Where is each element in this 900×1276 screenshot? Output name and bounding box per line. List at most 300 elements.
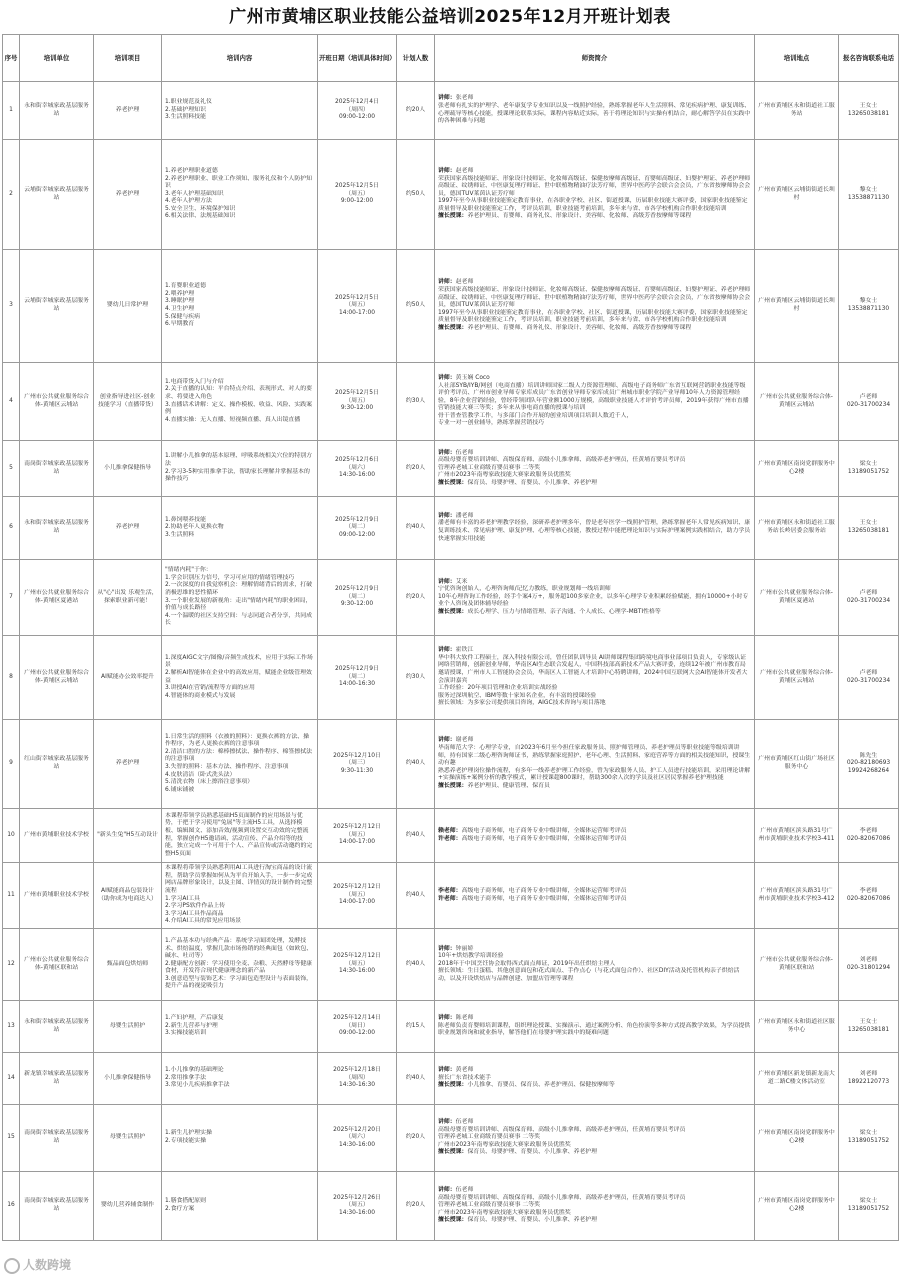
contact-line: 13189051752 [847, 1206, 890, 1212]
teacher-line [438, 888, 751, 896]
planned-count: 约20人 [397, 1105, 435, 1172]
row-number: 11 [3, 863, 20, 929]
teacher-line [438, 480, 751, 488]
teacher-profile [435, 1172, 755, 1241]
content-line: 3.生活照料技能 [165, 114, 206, 121]
date-line: （周五） [345, 190, 369, 197]
contact-phone [839, 1172, 899, 1241]
start-date [318, 363, 397, 441]
content-line: 2.学习3-5种实用推拿手法，帮助家长理解并掌握基本的操作技巧 [165, 468, 310, 483]
training-unit: 广州市公共就业服务综合体-黄埔区云埔站 [20, 363, 94, 441]
content-line: 本课程将带领学员熟悉利用AI工具进行淘宝商品的设计流程，帮助学员掌握如何从为平台开始入手，一步一步完成网店品牌形象设计，以及主图、详情页的设计制作的完整流程 [165, 865, 313, 894]
teacher-line [438, 836, 751, 844]
content-line: 3.创意造型与装饰艺术：学习面包造型设计与表面装饰，提升产品的视觉吸引力 [165, 975, 312, 990]
content-line: 3.实操技能培训 [165, 1030, 206, 1037]
teacher-line-label: 讲师： [438, 1187, 456, 1194]
content-line: 1.膳食搭配原则 [165, 1198, 206, 1205]
teacher-line [438, 383, 751, 413]
start-date [318, 929, 397, 1001]
date-line: 14:00-17:00 [338, 309, 376, 316]
training-unit: 广州市黄埔职业技术学校 [20, 863, 94, 929]
start-date [318, 636, 397, 720]
teacher-line-text: 管理养老城工业商级育婴员赛事 二等奖 [438, 1134, 541, 1141]
start-date [318, 497, 397, 560]
row-number: 12 [3, 929, 20, 1001]
training-project: 甄品面包烘焙师 [94, 929, 162, 1001]
teacher-line-label: 擅长授课： [438, 1082, 468, 1089]
date-line: 14:00-17:00 [338, 899, 376, 906]
table-row [3, 863, 899, 929]
teacher-line-label: 擅长授课： [438, 782, 468, 789]
page-title: 广州市黄埔区职业技能公益培训2025年12月开班计划表 [229, 7, 671, 27]
date-line: 2025年12月9日 [335, 586, 379, 593]
training-unit: 南岗街幸城家政基层服务站 [20, 441, 94, 497]
date-line: （周四） [345, 1074, 369, 1081]
content-line: 2.清洁口腔的方法：棉棒擦拭法、操作程序、棉签擦拭法的注意事项 [165, 748, 312, 763]
training-unit: 永和街幸城家政基层服务站 [20, 82, 94, 140]
content-line: 6.早期教育 [165, 321, 195, 328]
content-line: 3.直播话术讲解：定义、操作模板、收益、风险、实践案例 [165, 401, 312, 416]
contact-line: 梁女士 [859, 1130, 878, 1137]
start-date [318, 720, 397, 809]
content-line: 1.育婴职业道德 [165, 283, 206, 290]
training-unit: 广州市黄埔职业技术学校 [20, 809, 94, 863]
teacher-line [438, 1067, 751, 1075]
header-date: 开班日期（培训具体时间） [318, 35, 397, 82]
content-line: 3.失智的照料：基本方法、操作程序、注意事项 [165, 764, 289, 770]
teacher-line-label: 讲师： [438, 1119, 456, 1126]
teacher-line [438, 745, 751, 768]
teacher-line-text: 霍铁江 [455, 647, 474, 654]
teacher-line-text: 广州市2023年南粤家政技能大赛家政服务员优胜奖 [438, 1209, 571, 1216]
teacher-line-text: 擅长领域：生日蛋糕、其他创意面包和花式面点、手作点心（与花式面包合作）、社区DIY活动及托管机构亲子烘焙活动，以及开设烘焙店与品牌创建、加盟店管理等课程 [438, 968, 740, 982]
date-line: （周五） [345, 891, 369, 898]
teacher-line [438, 457, 751, 465]
planned-count: 约40人 [397, 720, 435, 809]
date-line: 09:00-12:00 [338, 531, 376, 538]
teacher-line [438, 700, 751, 708]
teacher-line [438, 1149, 751, 1157]
teacher-line [438, 472, 751, 480]
date-line: 14:30-16:30 [338, 1082, 376, 1089]
training-place: 广州市黄埔区云埔街街道长圳村 [755, 250, 839, 363]
teacher-line-label: 擅长授课： [438, 1149, 468, 1156]
table-row [3, 363, 899, 441]
content-line: 1.鼻饲喂养技能 [165, 516, 206, 523]
content-line: 3.老年人护理基础知识 [165, 190, 224, 197]
content-line: 6.铺床铺被 [165, 786, 195, 793]
teacher-line-text: 张老师 [455, 95, 474, 102]
teacher-line [438, 1015, 751, 1023]
teacher-line [438, 594, 751, 609]
training-project: "新头生兔"H5互动设计 [94, 809, 162, 863]
start-date [318, 1105, 397, 1172]
teacher-line [438, 647, 751, 655]
table-row [3, 929, 899, 1001]
teacher-line-label: 讲师： [438, 945, 456, 952]
teacher-line-label: 讲师： [438, 578, 456, 585]
contact-phone [839, 250, 899, 363]
date-line: 2025年12月12日 [333, 884, 381, 891]
teacher-line-text: 保育员、母婴护理、育婴员、小儿推拿、养老护理 [467, 479, 598, 486]
table-row [3, 636, 899, 720]
contact-line: 王女士 [859, 520, 878, 527]
content-line: 2.新生儿营养与护理 [165, 1022, 218, 1029]
table-row [3, 1172, 899, 1241]
teacher-line-text: 高级母婴育婴培训讲师、高级保育师、高级小儿推拿师、高级养老护理员，任黄埔育婴员考评员 [438, 1126, 686, 1133]
header-content: 培训内容 [162, 35, 318, 82]
planned-count: 约20人 [397, 560, 435, 636]
teacher-line [438, 655, 751, 685]
teacher-line-label: 擅长授课： [438, 479, 468, 486]
teacher-line [438, 685, 751, 693]
teacher-profile [435, 560, 755, 636]
content-line: 2.常用推拿手法 [165, 1074, 206, 1081]
teacher-line-text: 成长心理学、压力与情绪管理、亲子沟通、个人成长、心理学-MBTI性格等 [467, 608, 661, 615]
teacher-line-text: 广州市2023年南粤家政技能大赛家政服务员优胜奖 [438, 472, 571, 479]
teacher-line-text: 管理养老城工业商级育婴员赛事 二等奖 [438, 1202, 541, 1209]
teacher-line-text: 潘老师有丰富的养老护理教学经验，深研养老护理多年，曾是老年医学一线照护管理，熟练掌握老年人常见疾病知识、康复训练技术、常见病护理、康复护理、心理等核心技能，教授过程中能把理论知识与实际护理案例实践相结合，助力学员快速掌握实用技能 [438, 520, 751, 542]
row-number: 9 [3, 720, 20, 809]
date-line: 9:00-12:00 [340, 198, 374, 205]
teacher-line-label: 讲师： [438, 647, 456, 654]
content-line: 3.生活照料 [165, 531, 195, 538]
training-content [162, 560, 318, 636]
teacher-line [438, 828, 751, 836]
teacher-line-text: 擅长广东省技术能手 [438, 1074, 492, 1081]
teacher-line-text: 高级母婴育婴培训讲师、高级保育师、高级小儿推拿师、高级养老护理员，任黄埔育婴员考评员 [438, 457, 686, 464]
teacher-line-text: 钟丽娇 [455, 945, 474, 952]
content-line: 3.睡眠护理 [165, 298, 195, 305]
teacher-line-text: 服务过深圳航空、IBM等数十家知名企业，有丰富的授课经验 [438, 692, 597, 699]
teacher-line-text: 伍老师 [455, 449, 474, 456]
training-project: 养老护理 [94, 140, 162, 250]
teacher-line-label: 讲师： [438, 1015, 456, 1022]
start-date [318, 560, 397, 636]
teacher-line-label: 讲师： [438, 374, 456, 381]
date-line: 2025年12月14日 [333, 1015, 381, 1022]
training-place: 广州市公共就业服务综合体-黄埔区云埔站 [755, 636, 839, 720]
teacher-line [438, 95, 751, 103]
date-line: 2025年12月5日 [335, 183, 379, 190]
date-line: （周六） [345, 464, 369, 471]
training-project: 创业指导进社区-创业技能学习（直播带货） [94, 363, 162, 441]
content-line: "情绪内耗"于你： [165, 567, 212, 574]
teacher-line-text: 谢老师 [455, 737, 474, 744]
start-date [318, 441, 397, 497]
row-number: 7 [3, 560, 20, 636]
contact-line: 梁女士 [859, 460, 878, 467]
teacher-line [438, 586, 751, 594]
teacher-profile [435, 82, 755, 140]
content-line: 2.解析AI智能体在企业中的高效应用，赋能企业级管理效益 [165, 669, 312, 684]
teacher-line-text: 张老师有扎实的护理学、老年康复学专业知识以及一线照护经验，熟练掌握老年人生活照料、常见疾病护理、康复训练、心理疏导等核心技能，授课理论联系实际，课程内容贴近实际，善于将理论知识与实操有机结合，耐心解答学员在实践中的各种困难与问题 [438, 102, 751, 125]
content-line: 4.介绍AI工具的常见应用场景 [165, 918, 242, 925]
header-contact: 报名咨询联系电话 [839, 35, 899, 82]
table-row [3, 1053, 899, 1105]
date-line: 2025年12月12日 [333, 953, 381, 960]
teacher-line [438, 520, 751, 543]
teacher-line-text: 养老护理员、健康管理、保育员 [467, 782, 550, 789]
teacher-line-text: 毕南师范大学：心理学专业，自2023年6月至今担任家政服务员、照护师管理员、养老护理员等职业技能等级培训讲师，持有国家二级心理咨询师证书，熟练掌握家庭照护、老年心理、生活照料、家庭营养等方面的相关技能知识，授课生动有趣 [438, 745, 751, 767]
training-content [162, 720, 318, 809]
training-place: 广州市黄埔区南岗党群服务中心2楼 [755, 441, 839, 497]
teacher-line-text: 1997年至今从事职业技能鉴定教育事业，在各职业学校、社区、街道授课，历届职业技能大赛评委，国家职业技能鉴定质量督导及职业技能鉴定工作，考评员培训，职业技能考前培训，多年来与省、市各学校机构合作职业技能培训 [438, 309, 748, 324]
teacher-line-label: 讲师： [438, 279, 456, 286]
teacher-line-text: 高级母婴育婴培训讲师、高级保育师、高级小儿推拿师、高级养老护理员，任黄埔育婴员考评员 [438, 1194, 686, 1201]
date-line: （周五） [345, 1202, 369, 1209]
teacher-line-text: 2018年于中国烹饪协会取得西式面点师证，2019年出任烘焙主理人 [438, 960, 616, 967]
training-content [162, 140, 318, 250]
training-project: 养老护理 [94, 720, 162, 809]
contact-line: 王女士 [859, 1018, 878, 1025]
content-line: 2.关于直播的认知：平台特点介绍、表现形式、对人的要求、将要进入角色 [165, 386, 312, 400]
teacher-line-label: 擅长授课： [438, 1217, 468, 1224]
teacher-profile [435, 250, 755, 363]
teacher-line-label: 赖老师： [438, 827, 462, 834]
content-line: 1.职业规范及礼仪 [165, 99, 212, 106]
contact-phone [839, 363, 899, 441]
teacher-profile [435, 636, 755, 720]
content-line: 3.一个职业发展的新视角：走出"情绪内耗"的职业困局，价值与成长路径 [165, 597, 312, 612]
planned-count: 约40人 [397, 863, 435, 929]
teacher-line-text: 陈老师负责育婴师培训课程，组织理论授课、实操演示、通过案例分析、角色扮演等多种方式提高教学效果，为学员提供职业规划咨询和就业指导，解答他们在母婴护理实践中的疑难问题 [438, 1022, 751, 1037]
row-number: 15 [3, 1105, 20, 1172]
date-line: 09:00-12:00 [338, 114, 376, 121]
content-line: 3.讲授AI在营销/流程等方面的应用 [165, 685, 255, 692]
table-row [3, 560, 899, 636]
contact-line: 18922120773 [847, 1078, 890, 1085]
contact-phone [839, 560, 899, 636]
training-unit: 南岗街幸城家政基层服务站 [20, 1105, 94, 1172]
training-unit: 新龙镇幸城家政基层服务站 [20, 1053, 94, 1105]
teacher-line-label: 擅长授课： [438, 213, 468, 220]
teacher-line [438, 198, 751, 213]
table-row [3, 441, 899, 497]
teacher-line [438, 579, 751, 587]
row-number: 5 [3, 441, 20, 497]
teacher-profile [435, 720, 755, 809]
contact-line: 李老师 [859, 827, 878, 834]
content-line: 本课程带领学员熟悉基础H5页面制作的应用场景与优势，于把于学习使用"兔展"等主流H5工具，从选择模板、编辑图文、添加音效/视频到设置交互动效的完整流程，掌握创作H5邀请函、活动宣传、产品介绍等的技能，独立完成一个可用于个人、产品宣传或活动邀约的完整H5页面 [165, 812, 313, 857]
date-line: （周六） [345, 1134, 369, 1141]
teacher-profile [435, 441, 755, 497]
start-date [318, 1001, 397, 1053]
planned-count: 约40人 [397, 497, 435, 560]
contact-line: 020-31801294 [846, 964, 891, 971]
row-number: 6 [3, 497, 20, 560]
teacher-line-text: 艾米 [455, 578, 468, 585]
training-unit: 云埔街幸城家政基层服务站 [20, 250, 94, 363]
teacher-line [438, 375, 751, 383]
teacher-line-label: 讲师： [438, 737, 456, 744]
training-place: 广州市黄埔区永和街道社区服务中心 [755, 1001, 839, 1053]
teacher-line-label: 许老师： [438, 835, 462, 842]
row-number: 8 [3, 636, 20, 720]
date-line: （周二） [345, 673, 369, 680]
date-line: 2025年12月12日 [333, 824, 381, 831]
date-line: 14:00-17:00 [338, 839, 376, 846]
contact-line: 陈先生 [859, 752, 878, 759]
contact-phone [839, 929, 899, 1001]
training-place: 广州市黄埔区永和街道社工服务站 [755, 82, 839, 140]
teacher-line [438, 946, 751, 954]
teacher-line-label: 讲师： [438, 95, 456, 102]
contact-phone [839, 82, 899, 140]
date-line: 2025年12月10日 [333, 752, 381, 759]
planned-count: 约30人 [397, 363, 435, 441]
teacher-profile [435, 809, 755, 863]
training-unit: 云埔街幸城家政基层服务站 [20, 140, 94, 250]
training-project: 母婴生活照护 [94, 1105, 162, 1172]
date-line: （周五） [345, 397, 369, 404]
content-line: 4.智能体的商业模式与发展 [165, 692, 236, 699]
contact-phone [839, 809, 899, 863]
date-line: （周五） [345, 831, 369, 838]
planned-count: 约40人 [397, 929, 435, 1001]
teacher-line [438, 168, 751, 176]
teacher-line-text: 养老护理员、育婴师、商务礼仪、形象设计、美容师、化妆师、高级芳香按摩师等课程 [467, 213, 692, 220]
training-project: 母婴生活照护 [94, 1001, 162, 1053]
date-line: （周五） [345, 960, 369, 967]
teacher-line-text: 保育员、母婴护理、育婴员、小儿推拿、养老护理 [467, 1217, 598, 1224]
teacher-line-text: 高级电子商务师，电子商务专业中级讲师，全媒体运营师考评员 [461, 827, 627, 834]
training-place: 广州市黄埔区永和街道社工服务站长岭居委会服务站 [755, 497, 839, 560]
planned-count: 约50人 [397, 140, 435, 250]
teacher-line [438, 279, 751, 287]
training-unit: 南岗街幸城家政基层服务站 [20, 1172, 94, 1241]
teacher-line [438, 1023, 751, 1038]
start-date [318, 82, 397, 140]
teacher-line-text: 高级电子商务师，电子商务专业中级讲师，全媒体运营师考评员 [461, 895, 627, 902]
date-line: 14:30-16:00 [338, 1209, 376, 1216]
date-line: 2025年12月26日 [333, 1194, 381, 1201]
contact-line: 卢老师 [859, 589, 878, 596]
planned-count: 约50人 [397, 250, 435, 363]
training-project: 从"心"出发 乐观生活，探索职业新可能！ [94, 560, 162, 636]
teacher-line [438, 420, 751, 428]
start-date [318, 1172, 397, 1241]
training-content [162, 863, 318, 929]
training-place: 广州市公共就业服务综合体-黄埔区夏港站 [755, 560, 839, 636]
training-project: AI赋能商品包装设计（助你成为电商达人） [94, 863, 162, 929]
contact-line: 13265038181 [847, 110, 890, 117]
table-row [3, 1105, 899, 1172]
teacher-line [438, 213, 751, 221]
training-unit: 广州市公共就业服务综合体-黄埔区联和站 [20, 929, 94, 1001]
teacher-line [438, 783, 751, 791]
training-unit: 广州市公共就业服务综合体-黄埔区夏港站 [20, 560, 94, 636]
date-line: 2025年12月5日 [335, 294, 379, 301]
training-place: 广州市黄埔区南岗党群服务中心2楼 [755, 1105, 839, 1172]
content-line: 1.深度AIGC文字/图像/音频生成技术，应用于实际工作场景 [165, 654, 313, 669]
date-line: 2025年12月6日 [335, 457, 379, 464]
content-line: 1.学习AI工具 [165, 895, 200, 902]
date-line: 2025年12月18日 [333, 1067, 381, 1074]
training-content [162, 636, 318, 720]
contact-line: 梁女士 [859, 1198, 878, 1205]
teacher-line-text: 荣获国家高级技能师证、形象设计技师证、化妆师高级证、保健按摩师高级证、育婴师高级证、妇婴护理证、养老护理师高级证、纹绣师证、中医康复理疗师证、世中联植物精油疗法芳疗师，世界中医药学会联合会会员，广东省按摩师协会会员，德国TUV莱茵认证芳疗师 [438, 175, 751, 197]
teacher-line-text: 广州市2023年南粤家政技能大赛家政服务员优胜奖 [438, 1141, 571, 1148]
teacher-line-text: 潘老师 [455, 512, 474, 519]
planned-count: 约30人 [397, 636, 435, 720]
teacher-profile [435, 140, 755, 250]
table-row [3, 140, 899, 250]
training-project: 小儿推拿保健指导 [94, 1053, 162, 1105]
date-line: （周四） [345, 106, 369, 113]
contact-line: 王女士 [859, 102, 878, 109]
contact-line: 13189051752 [847, 468, 890, 475]
planned-count: 约40人 [397, 809, 435, 863]
start-date [318, 250, 397, 363]
training-content [162, 82, 318, 140]
training-place: 广州市黄埔区新龙镇新龙南大道二路C楼文体活动室 [755, 1053, 839, 1105]
contact-line: 13189051752 [847, 1138, 890, 1144]
header-unit: 培训单位 [20, 35, 94, 82]
date-line: 2025年12月9日 [335, 516, 379, 523]
contact-phone [839, 497, 899, 560]
training-content [162, 1105, 318, 1172]
content-line: 1.小儿推拿的基础理论 [165, 1067, 224, 1074]
teacher-line-text: 荣获国家高级技能师证、形象设计技师证、化妆师高级证、保健按摩师高级证、育婴师高级证、妇婴护理证、养老护理师高级证、纹绣师证、中医康复理疗师证、世中联植物精油疗法芳疗师，世界中医药学会联合会会员，广东省按摩师协会会员，德国TUV莱茵认证芳疗师 [438, 287, 751, 309]
teacher-line-text: 黄老师 [455, 1067, 474, 1074]
teacher-line-text: 华中科大软件工程硕士，深入科技有限公司，曾任团队训导员 AI讲师课程集团跨境电商事业部项目负责人，专家级认证网络营销师，创新创业导师，华南区AI生态联合发起人，中国科技部高新技术产品大赛评委，连续12年被广州市教育局邀请授课，广州市人工智能协会会员，华南区人工智能人才培训中心特聘讲师，2024中国互联网大会AI智能体开发者大会演讲嘉宾 [438, 654, 748, 684]
header-teacher: 师资简介 [435, 35, 755, 82]
training-content [162, 809, 318, 863]
teacher-line-label: 讲师： [438, 167, 456, 174]
contact-line: 020-31700234 [846, 677, 891, 684]
contact-line: 19924268264 [847, 767, 890, 774]
training-place: 广州市公共就业服务综合体-黄埔区联和站 [755, 929, 839, 1001]
table-row [3, 250, 899, 363]
table-row [3, 497, 899, 560]
teacher-profile [435, 1001, 755, 1053]
contact-line: 刘老师 [859, 956, 878, 963]
content-line: 4.皮肤清洁（卧式洗头法） [165, 771, 236, 778]
row-number: 2 [3, 140, 20, 250]
date-line: 2025年12月9日 [335, 666, 379, 673]
training-unit: 红山街幸城家政基层服务站 [20, 720, 94, 809]
contact-line: 020-31700234 [846, 597, 891, 604]
teacher-line [438, 1082, 751, 1090]
start-date [318, 809, 397, 863]
teacher-line-label: 讲师： [438, 449, 456, 456]
content-line: 2.食疗方案 [165, 1206, 195, 1212]
teacher-line-text: 陈老师 [455, 1015, 474, 1022]
content-line: 4.直播实操：无人直播、短视频直播、真人出镜直播 [165, 416, 301, 423]
content-line: 4.卫生护理 [165, 306, 195, 312]
teacher-profile [435, 363, 755, 441]
watermark-text: 人数跨境 [23, 1258, 72, 1272]
date-line: （周二） [345, 524, 369, 531]
training-content [162, 1172, 318, 1241]
training-project: 养老护理 [94, 82, 162, 140]
teacher-line [438, 953, 751, 961]
teacher-line-text: 宁优咨询创始人，心理咨询师/记忆力教练，职业规划师一线培训师 [438, 586, 611, 593]
planned-count: 约20人 [397, 441, 435, 497]
teacher-line-text: 工作经验：20年项目管理和企业培训实战经验 [438, 685, 558, 692]
training-project: 小儿推拿保健指导 [94, 441, 162, 497]
date-line: 14:30-16:00 [338, 472, 376, 479]
teacher-profile [435, 1105, 755, 1172]
date-line: 14:30-16:00 [338, 1141, 376, 1148]
teacher-line-text: 管理养老城工业商级育婴员赛事 二等奖 [438, 464, 541, 471]
training-content [162, 441, 318, 497]
teacher-line [438, 287, 751, 310]
content-line: 5.清洗衣物（床上擦浴注意事项） [165, 779, 254, 786]
teacher-line-text: 专业一对一创业辅导，熟练掌握营销技巧 [438, 420, 545, 427]
date-line: 09:00-12:00 [338, 1030, 376, 1037]
